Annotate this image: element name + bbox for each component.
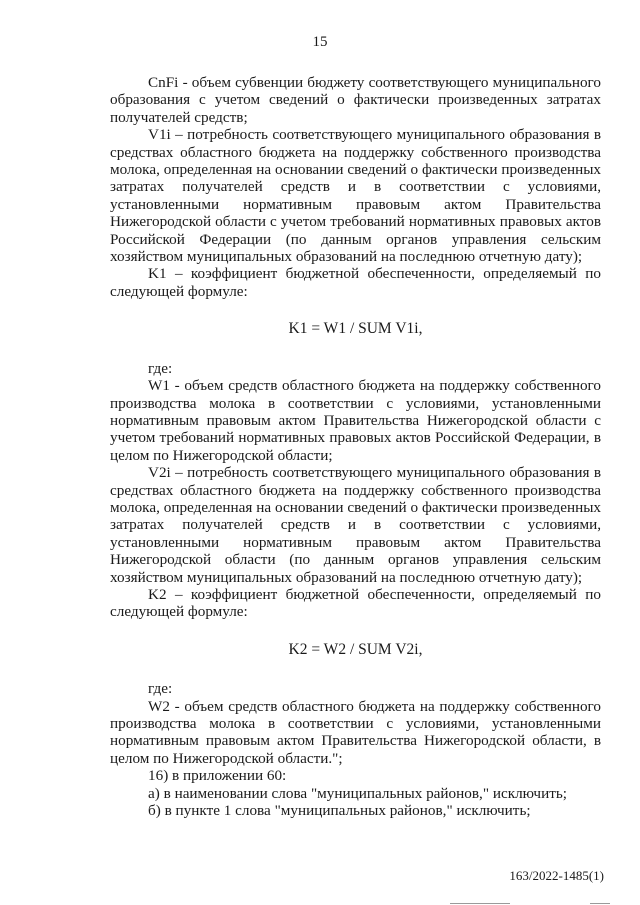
paragraph-w1: W1 - объем средств областного бюджета на поддержку собственного производства молока в соответствии с условиями, установленными нормативным правовым актом Правительства Нижегородской области с учетом требований нормативных правовых актов Российской Федерации, в целом по Нижегородской области; (110, 377, 601, 464)
formula-k2: K2 = W2 / SUM V2i, (288, 640, 423, 658)
formula-k1: K1 = W1 / SUM V1i, (288, 320, 423, 338)
list-item-16: 16) в приложении 60: (148, 767, 287, 785)
page-number: 15 (312, 34, 328, 50)
list-item-a: а) в наименовании слова "муниципальных районов," исключить; (148, 784, 567, 802)
paragraph-cnfi: CnFi - объем субвенции бюджету соответствующего муниципального образования с учетом сведений о фактически произведенных затратах получателей средств; (110, 74, 601, 126)
paragraph-v1i: V1i – потребность соответствующего муниципального образования в средствах областного бюджета на поддержку собственного производства молока, определенная на основании сведений о фактически произведенных затратах получателей средств и в соответствии с условиями, установленными нормативным правовым актом Правительства Нижегородской области с учетом требований нормативных правовых актов Российской Федерации (по данным органов управления сельским хозяйством муниципальных образований на последнюю отчетную дату); (110, 126, 601, 266)
paragraph-w2: W2 - объем средств областного бюджета на поддержку собственного производства молока в соответствии с условиями, установленными нормативным правовым актом Правительства Нижегородской области, в целом по Нижегородской области."; (110, 697, 601, 767)
list-item-b: б) в пункте 1 слова "муниципальных районов," исключить; (148, 802, 531, 820)
paragraph-k2: K2 – коэффициент бюджетной обеспеченности, определяемый по следующей формуле: (110, 585, 601, 621)
scan-artifact (450, 903, 510, 904)
document-body (110, 74, 601, 819)
paragraph-v2i: V2i – потребность соответствующего муниципального образования в средствах областного бюджета на поддержку собственного производства молока, определенная на основании сведений о фактически произведенных затратах получателей средств и в соответствии с условиями, установленными нормативным правовым актом Правительства Нижегородской области (по данным органов управления сельским хозяйством муниципальных образований на последнюю отчетную дату); (110, 464, 601, 586)
scan-artifact (590, 903, 610, 904)
document-code: 163/2022-1485(1) (509, 868, 604, 883)
paragraph-k1: K1 – коэффициент бюджетной обеспеченности, определяемый по следующей формуле: (110, 265, 601, 300)
where-label: где: (148, 680, 173, 698)
where-label: где: (148, 359, 173, 377)
